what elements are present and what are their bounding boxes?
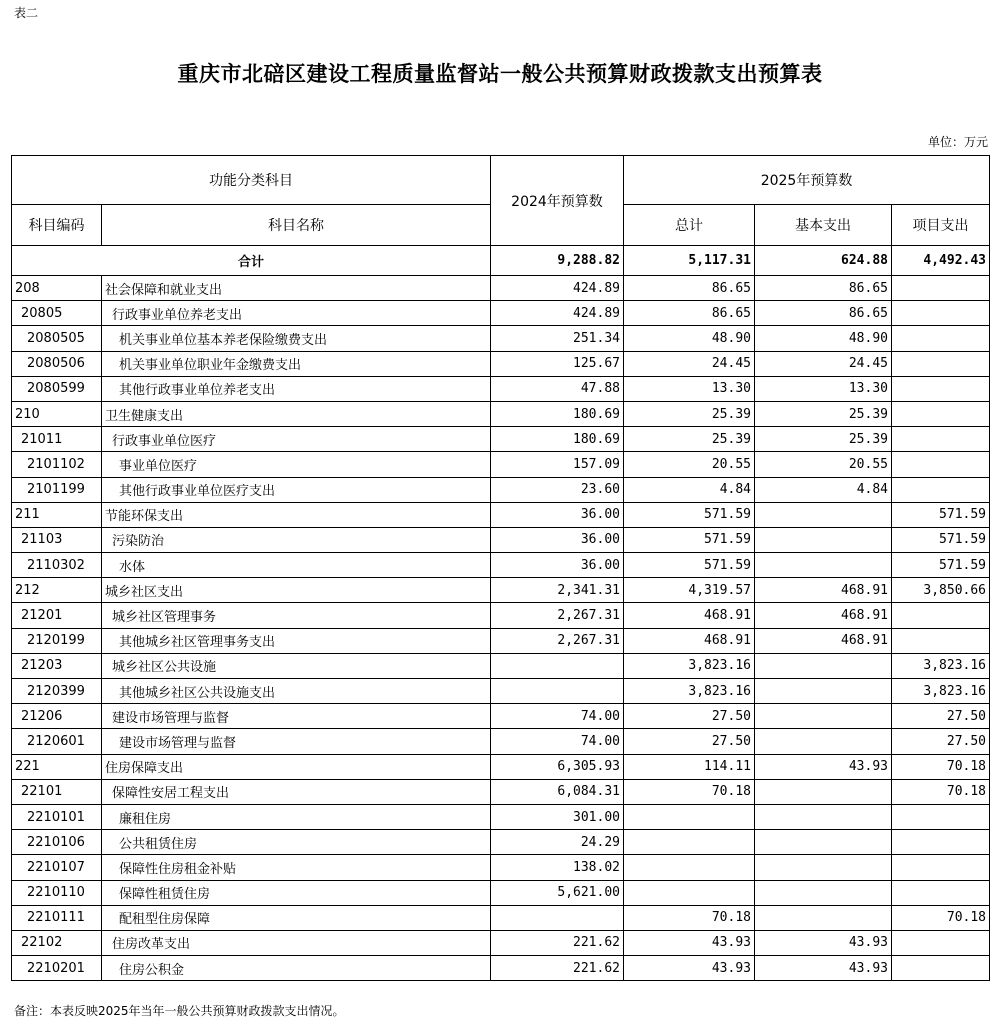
table-row xyxy=(12,276,990,301)
name-cell: 社会保障和就业支出 xyxy=(102,276,491,301)
code-cell: 2210111 xyxy=(12,905,102,930)
basic-cell: 86.65 xyxy=(755,301,892,326)
total-cell: 114.11 xyxy=(624,754,755,779)
budget-2024-cell: 2,267.31 xyxy=(491,603,624,628)
name-cell: 住房改革支出 xyxy=(102,930,491,955)
total-cell: 468.91 xyxy=(624,603,755,628)
basic-cell: 86.65 xyxy=(755,276,892,301)
budget-2024-cell xyxy=(491,679,624,704)
code-cell: 2080505 xyxy=(12,326,102,351)
table-row xyxy=(12,477,990,502)
budget-2024-cell: 424.89 xyxy=(491,301,624,326)
basic-cell: 25.39 xyxy=(755,427,892,452)
code-cell: 2210110 xyxy=(12,880,102,905)
header-project: 项目支出 xyxy=(892,205,990,246)
basic-cell xyxy=(755,679,892,704)
table-row xyxy=(12,553,990,578)
basic-cell: 468.91 xyxy=(755,578,892,603)
budget-2024-cell: 6,305.93 xyxy=(491,754,624,779)
budget-2024-cell: 251.34 xyxy=(491,326,624,351)
total-project-cell: 4,492.43 xyxy=(892,246,990,276)
project-cell: 70.18 xyxy=(892,754,990,779)
budget-2024-cell: 125.67 xyxy=(491,351,624,376)
budget-2024-cell: 24.29 xyxy=(491,830,624,855)
table-row xyxy=(12,527,990,552)
project-cell xyxy=(892,452,990,477)
table-row xyxy=(12,679,990,704)
basic-cell xyxy=(755,502,892,527)
name-cell: 机关事业单位基本养老保险缴费支出 xyxy=(102,326,491,351)
project-cell xyxy=(892,804,990,829)
budget-2024-cell: 2,341.31 xyxy=(491,578,624,603)
project-cell: 571.59 xyxy=(892,502,990,527)
header-total: 总计 xyxy=(624,205,755,246)
code-cell: 2101199 xyxy=(12,477,102,502)
name-cell: 保障性住房租金补贴 xyxy=(102,855,491,880)
basic-cell xyxy=(755,653,892,678)
table-row xyxy=(12,401,990,426)
basic-cell xyxy=(755,880,892,905)
budget-table xyxy=(11,155,990,981)
table-row xyxy=(12,628,990,653)
project-cell xyxy=(892,603,990,628)
table-row xyxy=(12,855,990,880)
total-cell: 27.50 xyxy=(624,704,755,729)
code-cell: 210 xyxy=(12,401,102,426)
project-cell xyxy=(892,326,990,351)
total-row xyxy=(12,246,990,276)
project-cell xyxy=(892,401,990,426)
budget-2024-cell: 157.09 xyxy=(491,452,624,477)
header-name: 科目名称 xyxy=(102,205,491,246)
page-title: 重庆市北碚区建设工程质量监督站一般公共预算财政拨款支出预算表 xyxy=(177,61,823,86)
project-cell: 70.18 xyxy=(892,905,990,930)
total-cell: 571.59 xyxy=(624,527,755,552)
code-cell: 2210107 xyxy=(12,855,102,880)
name-cell: 其他行政事业单位养老支出 xyxy=(102,376,491,401)
project-cell: 571.59 xyxy=(892,527,990,552)
name-cell: 保障性安居工程支出 xyxy=(102,779,491,804)
project-cell: 27.50 xyxy=(892,704,990,729)
project-cell xyxy=(892,956,990,981)
table-number-label: 表二 xyxy=(14,6,39,20)
total-cell: 48.90 xyxy=(624,326,755,351)
basic-cell: 43.93 xyxy=(755,956,892,981)
budget-2024-cell: 221.62 xyxy=(491,930,624,955)
table-row xyxy=(12,704,990,729)
basic-cell xyxy=(755,527,892,552)
code-cell: 2101102 xyxy=(12,452,102,477)
unit-label: 单位：万元 xyxy=(927,135,988,149)
header-2025-budget: 2025年预算数 xyxy=(624,156,990,205)
basic-cell: 13.30 xyxy=(755,376,892,401)
table-row xyxy=(12,578,990,603)
name-cell: 公共租赁住房 xyxy=(102,830,491,855)
basic-cell xyxy=(755,830,892,855)
footnote: 备注：本表反映2025年当年一般公共预算财政拨款支出情况。 xyxy=(14,1004,345,1018)
project-cell xyxy=(892,830,990,855)
name-cell: 事业单位医疗 xyxy=(102,452,491,477)
name-cell: 节能环保支出 xyxy=(102,502,491,527)
budget-2024-cell xyxy=(491,653,624,678)
header-2024-budget: 2024年预算数 xyxy=(491,156,624,246)
code-cell: 208 xyxy=(12,276,102,301)
table-row xyxy=(12,830,990,855)
name-cell: 建设市场管理与监督 xyxy=(102,729,491,754)
name-cell: 机关事业单位职业年金缴费支出 xyxy=(102,351,491,376)
basic-cell xyxy=(755,704,892,729)
table-row xyxy=(12,301,990,326)
name-cell: 城乡社区支出 xyxy=(102,578,491,603)
project-cell xyxy=(892,301,990,326)
total-cell xyxy=(624,830,755,855)
header-code: 科目编码 xyxy=(12,205,102,246)
basic-cell xyxy=(755,729,892,754)
project-cell xyxy=(892,880,990,905)
budget-2024-cell: 36.00 xyxy=(491,527,624,552)
budget-2024-cell: 180.69 xyxy=(491,427,624,452)
table-row xyxy=(12,502,990,527)
code-cell: 2120601 xyxy=(12,729,102,754)
total-total-cell: 5,117.31 xyxy=(624,246,755,276)
table-row xyxy=(12,653,990,678)
basic-cell: 468.91 xyxy=(755,628,892,653)
total-cell: 3,823.16 xyxy=(624,679,755,704)
total-cell: 4,319.57 xyxy=(624,578,755,603)
project-cell: 3,850.66 xyxy=(892,578,990,603)
code-cell: 212 xyxy=(12,578,102,603)
table-row xyxy=(12,930,990,955)
table-row xyxy=(12,427,990,452)
basic-cell xyxy=(755,855,892,880)
basic-cell: 43.93 xyxy=(755,754,892,779)
code-cell: 21103 xyxy=(12,527,102,552)
project-cell xyxy=(892,628,990,653)
project-cell xyxy=(892,930,990,955)
table-row xyxy=(12,729,990,754)
total-cell xyxy=(624,855,755,880)
total-cell: 43.93 xyxy=(624,956,755,981)
budget-2024-cell: 36.00 xyxy=(491,502,624,527)
name-cell: 卫生健康支出 xyxy=(102,401,491,426)
basic-cell: 48.90 xyxy=(755,326,892,351)
project-cell xyxy=(892,855,990,880)
code-cell: 2120399 xyxy=(12,679,102,704)
code-cell: 21011 xyxy=(12,427,102,452)
code-cell: 21206 xyxy=(12,704,102,729)
total-cell: 24.45 xyxy=(624,351,755,376)
basic-cell xyxy=(755,779,892,804)
budget-2024-cell: 301.00 xyxy=(491,804,624,829)
code-cell: 2080506 xyxy=(12,351,102,376)
basic-cell: 43.93 xyxy=(755,930,892,955)
total-cell: 571.59 xyxy=(624,502,755,527)
total-cell: 86.65 xyxy=(624,301,755,326)
project-cell xyxy=(892,376,990,401)
total-cell: 4.84 xyxy=(624,477,755,502)
table-row xyxy=(12,452,990,477)
name-cell: 住房公积金 xyxy=(102,956,491,981)
budget-2024-cell: 5,621.00 xyxy=(491,880,624,905)
table-row xyxy=(12,905,990,930)
code-cell: 22102 xyxy=(12,930,102,955)
project-cell xyxy=(892,427,990,452)
basic-cell: 25.39 xyxy=(755,401,892,426)
budget-2024-cell: 2,267.31 xyxy=(491,628,624,653)
name-cell: 行政事业单位医疗 xyxy=(102,427,491,452)
name-cell: 城乡社区公共设施 xyxy=(102,653,491,678)
total-cell: 43.93 xyxy=(624,930,755,955)
name-cell: 污染防治 xyxy=(102,527,491,552)
code-cell: 2080599 xyxy=(12,376,102,401)
total-cell: 20.55 xyxy=(624,452,755,477)
code-cell: 2210106 xyxy=(12,830,102,855)
budget-2024-cell: 180.69 xyxy=(491,401,624,426)
total-cell: 3,823.16 xyxy=(624,653,755,678)
budget-2024-cell: 74.00 xyxy=(491,704,624,729)
table-row xyxy=(12,603,990,628)
project-cell: 571.59 xyxy=(892,553,990,578)
table-row xyxy=(12,754,990,779)
total-cell: 70.18 xyxy=(624,779,755,804)
project-cell xyxy=(892,276,990,301)
project-cell: 27.50 xyxy=(892,729,990,754)
total-cell: 468.91 xyxy=(624,628,755,653)
name-cell: 其他城乡社区公共设施支出 xyxy=(102,679,491,704)
budget-2024-cell: 74.00 xyxy=(491,729,624,754)
total-cell: 13.30 xyxy=(624,376,755,401)
table-row xyxy=(12,956,990,981)
budget-2024-cell: 221.62 xyxy=(491,956,624,981)
code-cell: 211 xyxy=(12,502,102,527)
code-cell: 21203 xyxy=(12,653,102,678)
total-cell xyxy=(624,804,755,829)
code-cell: 2210101 xyxy=(12,804,102,829)
table-row xyxy=(12,326,990,351)
budget-2024-cell: 47.88 xyxy=(491,376,624,401)
name-cell: 城乡社区管理事务 xyxy=(102,603,491,628)
table-row xyxy=(12,804,990,829)
total-cell: 571.59 xyxy=(624,553,755,578)
header-basic: 基本支出 xyxy=(755,205,892,246)
name-cell: 保障性租赁住房 xyxy=(102,880,491,905)
total-cell: 25.39 xyxy=(624,401,755,426)
basic-cell xyxy=(755,553,892,578)
code-cell: 21201 xyxy=(12,603,102,628)
code-cell: 221 xyxy=(12,754,102,779)
budget-2024-cell: 424.89 xyxy=(491,276,624,301)
total-label: 合计 xyxy=(12,246,491,276)
name-cell: 行政事业单位养老支出 xyxy=(102,301,491,326)
name-cell: 廉租住房 xyxy=(102,804,491,829)
basic-cell xyxy=(755,905,892,930)
budget-2024-cell: 6,084.31 xyxy=(491,779,624,804)
total-cell: 86.65 xyxy=(624,276,755,301)
total-2024-cell: 9,288.82 xyxy=(491,246,624,276)
budget-2024-cell: 23.60 xyxy=(491,477,624,502)
project-cell xyxy=(892,477,990,502)
name-cell: 住房保障支出 xyxy=(102,754,491,779)
name-cell: 其他城乡社区管理事务支出 xyxy=(102,628,491,653)
project-cell: 3,823.16 xyxy=(892,679,990,704)
budget-2024-cell: 138.02 xyxy=(491,855,624,880)
budget-2024-cell: 36.00 xyxy=(491,553,624,578)
project-cell: 70.18 xyxy=(892,779,990,804)
code-cell: 2210201 xyxy=(12,956,102,981)
project-cell: 3,823.16 xyxy=(892,653,990,678)
name-cell: 配租型住房保障 xyxy=(102,905,491,930)
basic-cell: 4.84 xyxy=(755,477,892,502)
table-row xyxy=(12,880,990,905)
budget-2024-cell xyxy=(491,905,624,930)
name-cell: 其他行政事业单位医疗支出 xyxy=(102,477,491,502)
total-basic-cell: 624.88 xyxy=(755,246,892,276)
basic-cell: 20.55 xyxy=(755,452,892,477)
total-cell: 27.50 xyxy=(624,729,755,754)
table-row xyxy=(12,351,990,376)
code-cell: 20805 xyxy=(12,301,102,326)
header-function-category: 功能分类科目 xyxy=(12,156,491,205)
table-row xyxy=(12,779,990,804)
basic-cell xyxy=(755,804,892,829)
total-cell: 70.18 xyxy=(624,905,755,930)
name-cell: 水体 xyxy=(102,553,491,578)
total-cell: 25.39 xyxy=(624,427,755,452)
total-cell xyxy=(624,880,755,905)
basic-cell: 24.45 xyxy=(755,351,892,376)
code-cell: 2110302 xyxy=(12,553,102,578)
project-cell xyxy=(892,351,990,376)
table-row xyxy=(12,376,990,401)
basic-cell: 468.91 xyxy=(755,603,892,628)
name-cell: 建设市场管理与监督 xyxy=(102,704,491,729)
code-cell: 22101 xyxy=(12,779,102,804)
code-cell: 2120199 xyxy=(12,628,102,653)
